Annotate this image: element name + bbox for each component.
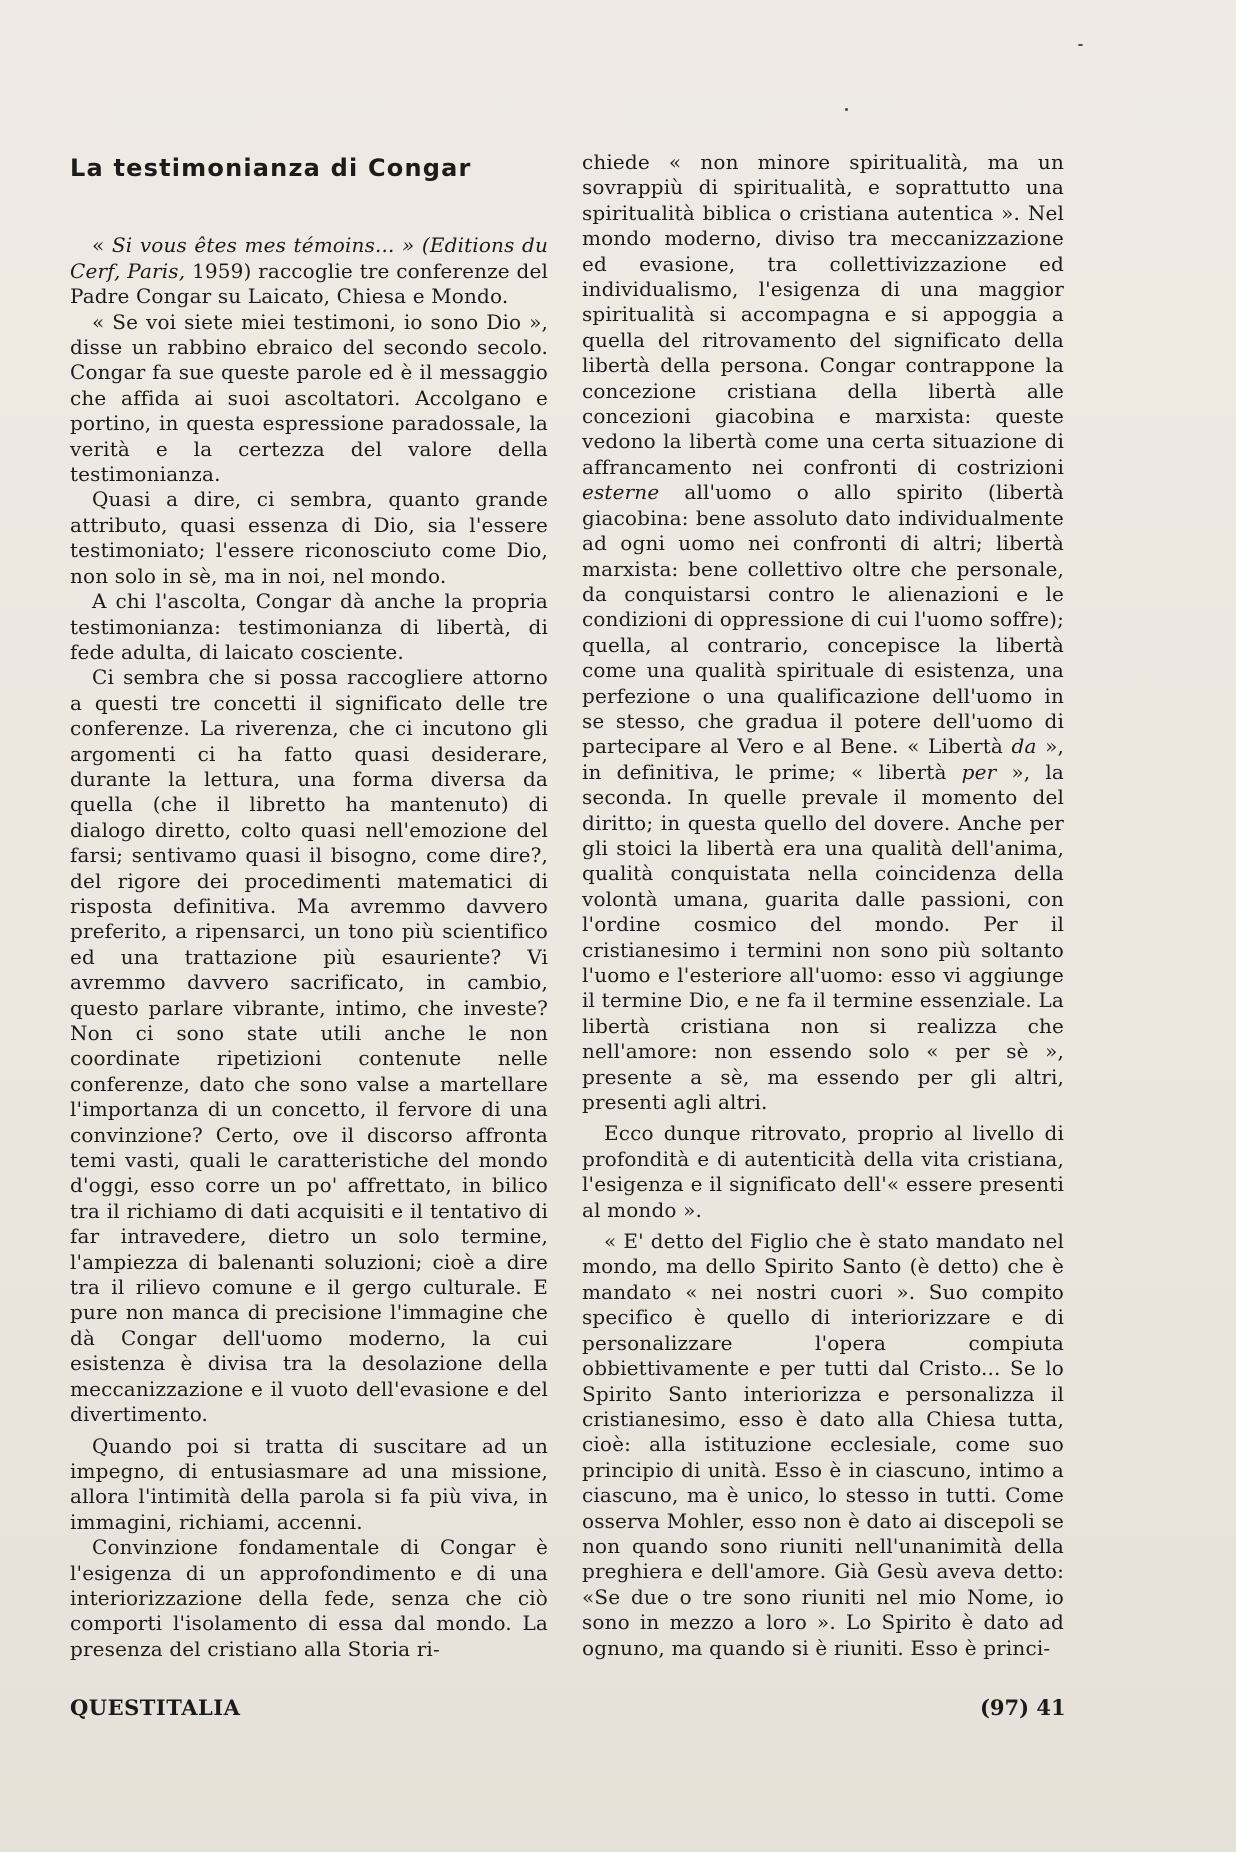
paragraph: Quando poi si tratta di suscitare ad un impegno, di entusiasmare ad una missione, allora l'intimità della parola si fa più viva, in immagini, richiami, accenni. [70, 1433, 548, 1534]
magazine-name: QUESTITALIA [70, 1695, 241, 1720]
paragraph: Ecco dunque ritrovato, proprio al livello di profondità e di autenticità della vita cristiana, l'esigenza e il significato dell'« essere presenti al mondo ». [582, 1121, 1064, 1222]
paragraph: Ci sembra che si possa raccogliere attorno a questi tre concetti il significato delle tre conferenze. La riverenza, che ci incutono gli argomenti ci ha fatto quasi desiderare, durante la lettura, una forma diversa da quella (che il libretto ha mantenuto) di dialogo diretto, colto quasi nell'emozione del farsi; sentivamo quasi il bisogno, come dire?, del rigore dei procedimenti matematici di risposta definitiva. Ma avremmo davvero preferito, a ripensarci, un tono più scientifico ed una trattazione più esauriente? Vi avremmo davvero sacrificato, in cambio, questo parlare vibrante, intimo, che investe? Non ci sono state utili anche le non coordinate ripetizioni contenute nelle conferenze, dato che sono valse a martellare l'importanza di un concetto, il fervore di una convinzione? Certo, ove il discorso affronta temi vasti, quali le caratteristiche del mondo d'oggi, esso corre un po' affrettato, in bilico tra il richiamo di dati acquisiti e il tentativo di far intravedere, dietro un solo termine, l'ampiezza di balenanti soluzioni; cioè a dire tra il rilievo comune e il gergo culturale. E pure non manca di precisione l'immagine che dà Congar dell'uomo moderno, la cui esistenza è divisa tra la desolazione della meccanizzazione e il vuoto dell'evasione e del divertimento. [70, 665, 548, 1427]
book-title: Si vous êtes mes témoins... » (Editions du Cerf, Paris, [70, 233, 548, 283]
article-title: La testimonianza di Congar [70, 154, 472, 182]
paragraph-text: », in definitiva, le prime; « libertà [582, 734, 1065, 784]
right-column [582, 150, 1064, 1661]
paragraph-text: 1959) raccoglie tre conferenze del Padre Congar su Laicato, Chiesa e Mondo. [70, 258, 549, 309]
paragraph: « E' detto del Figlio che è stato mandato nel mondo, ma dello Spirito Santo (è detto) che è mandato « nei nostri cuori ». Suo compito specifico è quello di interiorizzare e di personalizzare l'opera compiuta obbiettivamente e per tutti dal Cristo... Se lo Spirito Santo interiorizza e personalizza il cristianesimo, esso è dato alla Chiesa tutta, cioè: alla istituzione ecclesiale, come suo principio di unità. Esso è in ciascuno, intimo a ciascuno, ma è unico, lo stesso in tutti. Come osserva Mohler, esso non è dato ai discepoli se non quando sono riuniti nell'unanimità della preghiera e dell'amore. Già Gesù aveva detto: «Se due o tre sono riuniti nel mio Nome, io sono in mezzo a loro ». Lo Spirito è dato ad ognuno, ma quando si è riuniti. Esso è princi- [582, 1229, 1064, 1660]
paragraph-text: chiede « non minore spiritualità, ma un sovrappiù di spiritualità, e soprattutto una spiritualità biblica o cristiana autentica ». Nel mondo moderno, diviso tra meccanizzazione ed evasione, tra collettivizzazione ed individualismo, l'esigenza di una maggior spiritualità si accompagna e si appoggia a quella del ritrovamento del significato della libertà della persona. Congar contrappone la concezione cristiana della libertà alle concezioni giacobina e marxista: queste vedono la libertà come una certa situazione di affrancamento nei confronti di costrizioni [582, 150, 1064, 479]
emphasis: per [961, 759, 997, 784]
emphasis: da [1011, 734, 1037, 759]
paragraph-text: all'uomo o allo spirito (libertà giacobina: bene assoluto dato individualmente ad ogni uomo nei confronti di altri; libertà marxista: bene collettivo oltre che personale, da conquistarsi contro le alienazioni e le condizioni di oppressione di cui l'uomo soffre); quella, al contrario, concepisce la libertà come una qualità spirituale di esistenza, una perfezione o una qualificazione dell'uomo in se stesso, che gradua il potere dell'uomo di partecipare al Vero e al Bene. « Libertà [582, 480, 1064, 759]
paragraph: Convinzione fondamentale di Congar è l'esigenza di un approfondimento e di una interiorizzazione della fede, senza che ciò comporti l'isolamento di essa dal mondo. La presenza del cristiano alla Storia ri- [70, 1535, 548, 1661]
paragraph [70, 233, 548, 309]
paragraph: Quasi a dire, ci sembra, quanto grande attributo, quasi essenza di Dio, sia l'essere testimoniato; l'essere riconosciuto come Dio, non solo in sè, ma in noi, nel mondo. [70, 487, 548, 588]
paragraph-text: », la seconda. In quelle prevale il momento del diritto; in questa quello del dovere. Anche per gli stoici la libertà era una qualità dell'anima, qualità conquistata nella coincidenza della volontà umana, guarita dalle passioni, con l'ordine cosmico del mondo. Per il cristianesimo i termini non sono più soltanto l'uomo e l'esteriore all'uomo: esso vi aggiunge il termine Dio, e ne fa il termine essenziale. La libertà cristiana non si realizza che nell'amore: non essendo solo « per sè », presente a sè, ma essendo per gli altri, presenti agli altri. [582, 759, 1064, 1115]
print-speck [845, 108, 848, 111]
quote-mark: « [92, 233, 112, 258]
paragraph: « Se voi siete miei testimoni, io sono Dio », disse un rabbino ebraico del secondo secolo. Congar fa sue queste parole ed è il messaggio che affida ai suoi ascoltatori. Accolgano e portino, in questa espressione paradossale, la verità e la certezza del valore della testimonianza. [70, 309, 548, 487]
print-speck [1078, 44, 1083, 46]
page-number: (97) 41 [980, 1695, 1066, 1720]
paragraph: A chi l'ascolta, Congar dà anche la propria testimonianza: testimonianza di libertà, di fede adulta, di laicato cosciente. [70, 589, 548, 664]
left-column [70, 150, 548, 1662]
emphasis: esterne [582, 480, 660, 505]
paragraph [582, 150, 1064, 1115]
